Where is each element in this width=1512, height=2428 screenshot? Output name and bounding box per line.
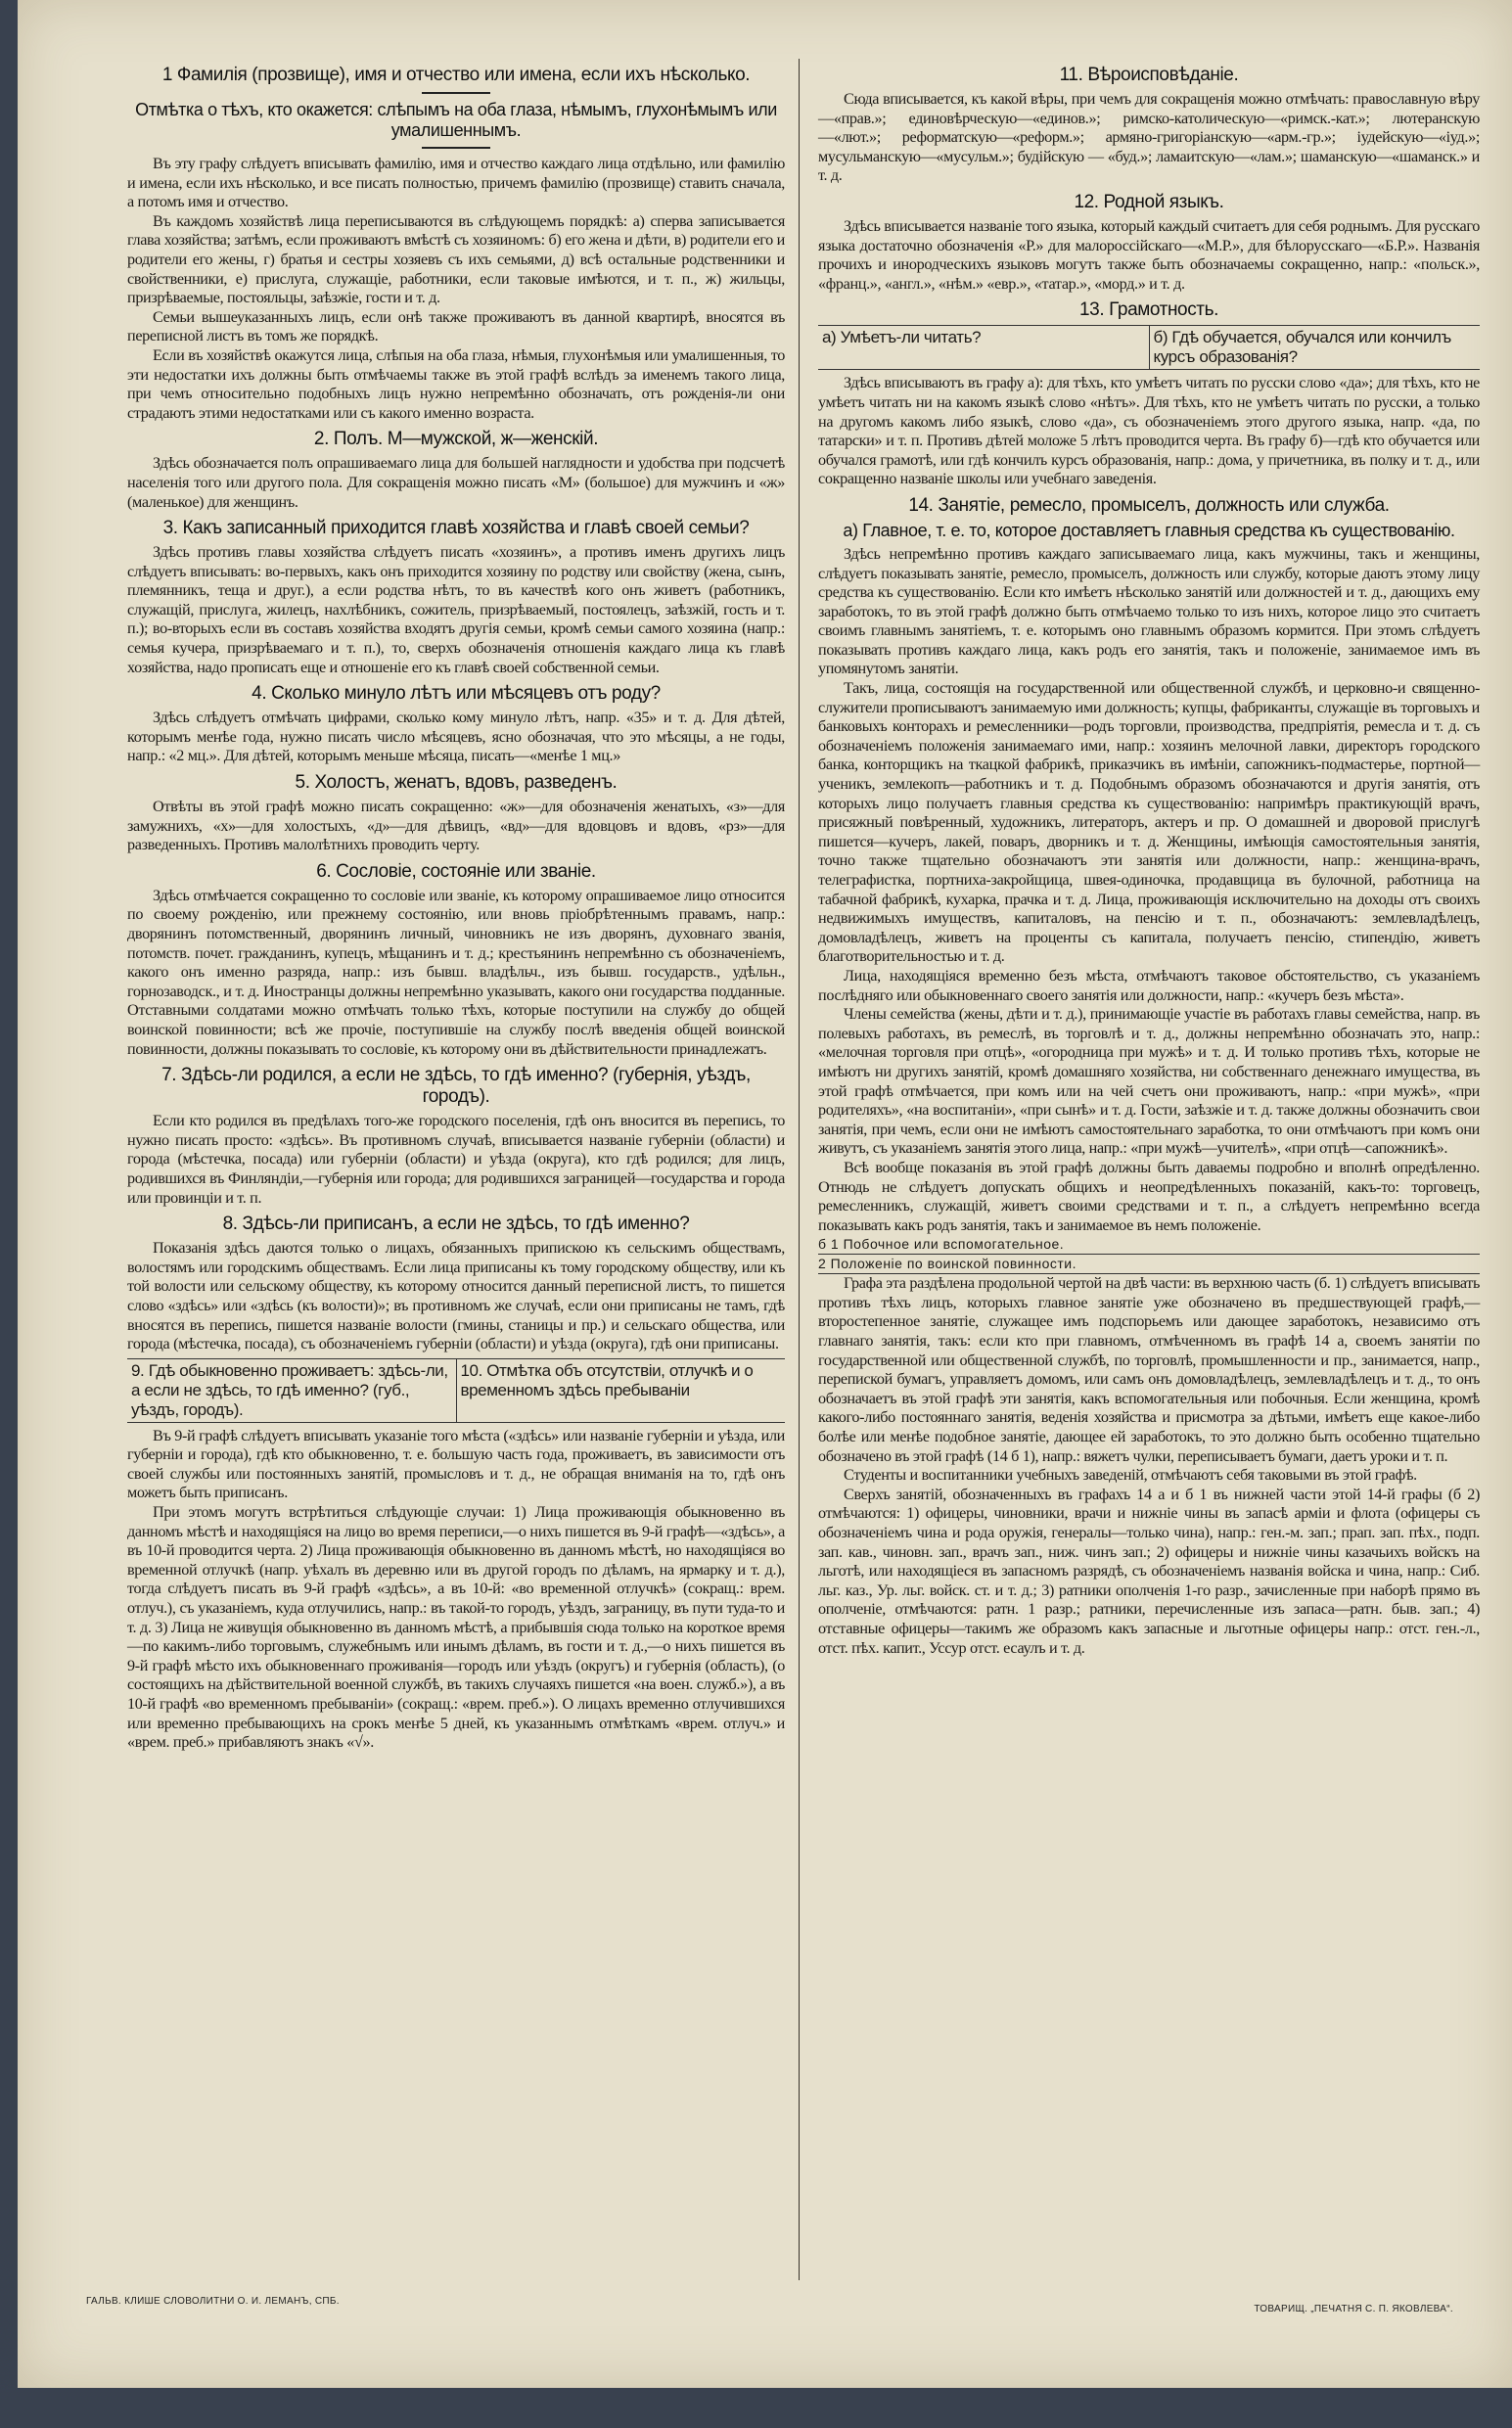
paragraph: Здѣсь вписываютъ въ графу а): для тѣхъ, кто умѣетъ читать по русски слово «да»; для тѣхъ, кто не умѣетъ читать ни на какомъ языкѣ слово «нѣтъ». Для тѣхъ, кто не умѣетъ читать по русски, а только на другомъ какомъ либо языкѣ, слово «да», съ обозначеніемъ этого другого языка, напр. «да, по татарски» и т. п. Противъ дѣтей моложе 5 лѣтъ проводится черта. Въ графу б)—гдѣ кто обучается или обучался грамотѣ, или гдѣ кончилъ курсъ образованія, напр.: дома, у причетника, въ полку и т. д., или сокращенно названіе школы или учебнаго заведенія. bbox=[818, 374, 1480, 488]
section-subheading: Отмѣтка о тѣхъ, кто окажется: слѣпымъ на оба глаза, нѣмымъ, глухонѣмымъ или умалишеннымъ. bbox=[135, 100, 777, 140]
paragraph: Если кто родился въ предѣлахъ того-же городского поселенія, гдѣ онъ вносится въ перепись, то нужно писать просто: «здѣсь». Въ противномъ случаѣ, вписывается названіе губерніи (области) и города (мѣстечка, посада) или губерніи (области) и уѣзда (округа), кто гдѣ родился; для лицъ, родившихся въ Финляндіи,—губернія или города; для родившихся заграницей—государства и города или провинціи и т. п. bbox=[127, 1112, 785, 1207]
left-column bbox=[127, 59, 785, 1753]
section bbox=[127, 518, 785, 677]
paragraph: Въ эту графу слѣдуетъ вписывать фамилію, имя и отчество каждаго лица отдѣльно, или фамилію и имена, если ихъ нѣсколько, и все писать полностью, причемъ фамилію (прозвище) ставить сначала, а потомъ имя и отчество. bbox=[127, 155, 785, 211]
paragraph: Здѣсь слѣдуетъ отмѣчать цифрами, сколько кому минуло лѣтъ, напр. «35» и т. д. Для дѣтей, которымъ менѣе года, нужно писать число мѣсяцевъ, ясно обозначая, что это мѣсяцы, а не годы, напр.: «2 мц.». Для дѣтей, которымъ меньше мѣсяца, писать—«менѣе 1 мц.» bbox=[127, 709, 785, 765]
paragraph: Здѣсь непремѣнно противъ каждаго записываемаго лица, какъ мужчины, такъ и женщины, слѣдуетъ показывать занятіе, ремесло, промыселъ, должность или службу, которые даютъ этому лицу средства къ существованію. Если кто имѣетъ нѣсколько занятій или должностей и т. д., дающихъ ему заработокъ, то въ этой графѣ должно быть отмѣчаемо только то изъ нихъ, которое лицо это считаетъ своимъ главнымъ занятіемъ, т. е. которымъ оно главнымъ образомъ кормится. При этомъ слѣдуетъ показывать противъ каждаго лица, какъ родъ его занятія, такъ и положеніе, занимаемое имъ въ упомянутомъ занятіи. bbox=[818, 544, 1480, 678]
section bbox=[818, 1235, 1480, 1658]
section bbox=[127, 1065, 785, 1208]
split-heading-cell: а) Умѣетъ-ли читать? bbox=[822, 328, 982, 347]
paragraph: Если въ хозяйствѣ окажутся лица, слѣпыя на оба глаза, нѣмыя, глухонѣмыя или умалишенныя, то эти недостатки ихъ должны быть отмѣчаемы также въ этой графѣ вслѣдъ за именемъ такого лица, при чемъ относительно подобныхъ лицъ нужно непремѣнно обозначать, отъ рожденія-ли они страдаютъ этими недостатками или съ какого именно возраста. bbox=[127, 345, 785, 422]
section-heading: 4. Сколько минуло лѣтъ или мѣсяцевъ отъ роду? bbox=[252, 683, 661, 705]
section-heading: 13. Грамотность. bbox=[1078, 299, 1218, 321]
column-note: 2 Положеніе по воинской повинности. bbox=[818, 1255, 1480, 1274]
section bbox=[127, 1214, 785, 1354]
section bbox=[127, 1358, 785, 1753]
section-heading: 12. Родной языкъ. bbox=[1074, 191, 1224, 212]
paragraph: Семьи вышеуказанныхъ лицъ, если онѣ также проживаютъ въ данной квартирѣ, вносятся въ переписной листъ въ томъ же порядкѣ. bbox=[127, 307, 785, 345]
paragraph: Лица, находящіяся временно безъ мѣста, отмѣчаютъ таковое обстоятельство, съ указаніемъ послѣдняго или обыкновеннаго своего занятія или должности, напр.: «кучеръ безъ мѣста». bbox=[818, 966, 1480, 1004]
section bbox=[127, 772, 785, 855]
paragraph: Члены семейства (жены, дѣти и т. д.), принимающіе участіе въ работахъ главы семейства, напр. въ полевыхъ работахъ, въ ремеслѣ, въ торговлѣ и т. д., должны непремѣнно обозначать это, напр.: «мелочная торговля при отцѣ», «огородница при мужѣ» и т. д. И только противъ тѣхъ, которые не имѣютъ ни другихъ занятій, кромѣ домашняго хозяйства, ни собственнаго денежнаго имущества, въ этой графѣ отмѣчается, при комъ или на чей счетъ они проживаютъ, напр.: «при мужѣ», «при родителяхъ», «на воспитаніи», «при сынѣ» и т. д. Гости, заѣзжіе и т. д. также должны обозначить свои занятія, при чемъ, если они не имѣютъ самостоятельнаго заработка, то они отмѣчаютъ при комъ они живутъ, съ указаніемъ занятія этого лица, напр.: «при мужѣ—учителѣ», «при отцѣ—сапожникѣ». bbox=[818, 1005, 1480, 1158]
paragraph: Сверхъ занятій, обозначенныхъ въ графахъ 14 а и б 1 въ нижней части этой 14-й графы (б 2) отмѣчаются: 1) офицеры, чиновники, врачи и нижніе чины въ запасѣ арміи и флота (офицеры съ обозначеніемъ чина и рода оружія, генералы—только чина), напр.: ген.-м. зап.; прап. зап. пѣх., подп. зап. кав., чиновн. зап., врачъ зап., ниж. чинъ зап.; 2) офицеры и нижніе чины казачьихъ войскъ на льготѣ, или находящіеся въ запасномъ разрядѣ, съ обозначеніемъ названія войска и чина, напр.: Сиб. льг. каз., Ур. льг. войск. ст. и т. д.; 3) ратники ополченія 1-го разр., зачисленные при наборѣ прямо въ ополченіе, отмѣчаются: ратн. 1 разр.; ратники, перечисленные изъ запаса—ратн. быв. зап.; 4) отставные офицеры—такимъ же образомъ какъ запасные и льготные офицеры напр.: отст. ген.-л., отст. пѣх. капит., Уссур отст. есаулъ и т. д. bbox=[818, 1485, 1480, 1657]
paragraph: Сюда вписывается, къ какой вѣры, при чемъ для сокращенія можно отмѣчать: православную вѣру—«прав.»; единовѣрческую—«единов.»; римско-католическую—«римск.-кат.»; лютеранскую—«лют.»; реформатскую—«реформ.»; армяно-григоріанскую—«арм.-гр.»; іудейскую—«іуд.»; мусульманскую—«мусульм.»; будійскую — «буд.»; ламаитскую—«лам.»; шаманскую—«шаманск.» и т. д. bbox=[818, 90, 1480, 185]
section-heading: 1 Фамилія (прозвище), имя и отчество или имена, если ихъ нѣсколько. bbox=[161, 65, 751, 85]
section-heading: 7. Здѣсь-ли родился, а если не здѣсь, то гдѣ именно? (губернія, уѣздъ, городъ). bbox=[161, 1065, 751, 1108]
section bbox=[127, 65, 785, 423]
paragraph: Въ 9-й графѣ слѣдуетъ вписывать указаніе того мѣста («здѣсь» или названіе губерніи и уѣзда, или губерніи и города), гдѣ кто обыкновенно, т. е. большую часть года, проживаетъ, въ зависимости отъ своей службы или постоянныхъ занятій, промысловъ и т. д., не обращая вниманія на то, гдѣ онъ можетъ быть приписанъ. bbox=[127, 1426, 785, 1502]
split-heading-cell: 9. Гдѣ обыкновенно проживаетъ: здѣсь-ли, а если не здѣсь, то гдѣ именно? (губ., уѣздъ, городъ). bbox=[131, 1360, 448, 1419]
column-divider bbox=[799, 59, 800, 2280]
paragraph: Отвѣты въ этой графѣ можно писать сокращенно: «ж»—для обозначенія женатыхъ, «з»—для замужнихъ, «х»—для холостыхъ, «д»—для дѣвицъ, «вд»—для вдовцовъ и вдовъ, «рз»—для разведенныхъ. Противъ малолѣтнихъ проводить черту. bbox=[127, 798, 785, 854]
section bbox=[818, 192, 1480, 294]
paragraph: Всѣ вообще показанія въ этой графѣ должны быть даваемы подробно и вполнѣ опредѣленно. Отнюдь не слѣдуетъ допускать общихъ и неопредѣленныхъ показаній, какъ-то: торговецъ, ремесленникъ, служащій, живетъ своими средствами и т. п., а слѣдуетъ непремѣнно всегда показывать какъ родъ занятія, такъ и занимаемое въ немъ положеніе. bbox=[818, 1158, 1480, 1234]
footer-printer: ТОВАРИЩ. „ПЕЧАТНЯ С. П. ЯКОВЛЕВА“. bbox=[1254, 2304, 1453, 2314]
paragraph: Здѣсь отмѣчается сокращенно то сословіе или званіе, къ которому опрашиваемое лицо относится по своему рожденію, или прежнему состоянію, или вновь пріобрѣтеннымъ правамъ, напр.: дворянинъ потомственный, дворянинъ личный, чиновникъ не изъ дворянъ, духовнаго званія, потомств. почет. гражданинъ, купецъ, мѣщанинъ и т. д.; крестьянинъ непремѣнно съ обозначеніемъ, какого онъ именно разряда, напр.: изъ бывш. владѣльч., изъ бывш. государств., удѣльн., горнозаводск., и т. д. Иностранцы должны непремѣнно указывать, какого они государства подданные. Отставными солдатами можно отмѣчать только тѣхъ, которые поступили на службу до общей воинской повинности; всѣ же прочіе, поступившіе на службу послѣ введенія общей воинской повинности, должны показывать то сословіе, къ которому они въ дѣйствительности принадлежатъ. bbox=[127, 886, 785, 1058]
section-heading: 14. Занятіе, ремесло, промыселъ, должность или служба. bbox=[908, 494, 1390, 516]
paragraph: Показанія здѣсь даются только о лицахъ, обязанныхъ припискою къ сельскимъ обществамъ, волостямъ или городскимъ обществамъ. Если лица приписаны къ тому городскому обществу, или къ той волости или сельскому обществу, къ которому относится данный переписной листъ, то пишется слово «здѣсь» или «здѣсь (къ волости)»; въ противномъ же случаѣ, если они приписаны не тамъ, гдѣ вносятся въ перепись, пишется названіе волости (гмины, станицы и пр.) и сельскаго общества, или города (мѣстечка, посада), съ обозначеніемъ губерніи (области) и уѣзда (округа), гдѣ они приписаны. bbox=[127, 1239, 785, 1353]
section-subheading: а) Главное, т. е. то, которое доставляетъ главныя средства къ существованію. bbox=[843, 520, 1455, 540]
section-heading: 11. Вѣроисповѣданіе. bbox=[1059, 65, 1239, 85]
split-heading bbox=[818, 325, 1480, 370]
paragraph: Здѣсь противъ главы хозяйства слѣдуетъ писать «хозяинъ», а противъ именъ другихъ лицъ слѣдуетъ вписывать: во-первыхъ, какъ онъ приходится хозяину по родству или свойству (жена, сынъ, племянникъ, теща и друг.), а если родства нѣтъ, то въ качествѣ кого онъ живетъ (работникъ, служащій, прислуга, жилецъ, нахлѣбникъ, сожитель, призрѣваемый, постоялецъ, заѣзжій, гость и т. п.); во-вторыхъ если въ составъ хозяйства входятъ другія семьи, кромѣ семьи самого хозяина (напр.: семья кучера, призрѣваемаго и т. п.), то, сверхъ обозначенія отношенія каждаго лица къ главѣ хозяйства, надо прописать еще и отношеніе его къ главѣ своей собственной семьи. bbox=[127, 543, 785, 676]
paragraph: При этомъ могутъ встрѣтиться слѣдующіе случаи: 1) Лица проживающія обыкновенно въ данномъ мѣстѣ и находящіяся на лицо во время переписи,—о нихъ пишется въ 9-й графѣ—«здѣсь», а въ 10-й проводится черта. 2) Лица проживающія обыкновенно въ данномъ мѣстѣ, но находящіяся во временной отлучкѣ (напр. уѣхалъ въ деревню или въ другой городъ по дѣламъ, на ярмарку и т. д.), тогда слѣдуетъ писать въ 9-й графѣ «здѣсь», а въ 10-й: «во временной отлучкѣ» (сокращ.: врем. отлуч.), съ указаніемъ, куда отлучились, напр.: въ такой-то городъ, уѣздъ, заграницу, въ пути туда-то и т. д. 3) Лица не живущія обыкновенно въ данномъ мѣстѣ, а прибывшія сюда только на короткое время—по какимъ-либо торговымъ, служебнымъ или инымъ дѣламъ, въ гости и т. д.,—о нихъ пишется въ 9-й графѣ мѣсто ихъ обыкновеннаго проживанія—городъ или уѣздъ (округъ) и губернія (область), (о состоящихъ на дѣйствительной военной службѣ, въ такихъ случаяхъ пишется «на воен. служб.»), а въ 10-й графѣ «во временномъ пребываніи» (сокращ.: «врем. преб.»). О лицахъ временно отлучившихся или временно пребывающихъ на срокъ менѣе 5 дней, къ указаннымъ отмѣткамъ «врем. отлуч.» и «врем. преб.» прибавляютъ знакъ «√». bbox=[127, 1503, 785, 1752]
section bbox=[127, 861, 785, 1059]
section bbox=[818, 495, 1480, 1235]
paragraph: Такъ, лица, состоящія на государственной или общественной службѣ, и церковно-и священно-служители прописываютъ занимаемую ими должность; купцы, фабриканты, служащіе въ торговыхъ и банковыхъ конторахъ и ремесленники—родъ торговли, производства, предпріятія, ремесла и т. д. съ обозначеніемъ положенія занимаемаго ими, напр.: хозяинъ мелочной лавки, директоръ городского банка, конторщикъ на ткацкой фабрикѣ, приказчикъ въ имѣніи, сапожникъ-подмастерье, портной—ученикъ, землекопъ—работникъ и т. д. Подобнымъ образомъ обозначаются и другія занятія, отъ которыхъ лицо получаетъ главныя средства къ существованію: напримѣръ практикующій врачъ, присяжный повѣренный, художникъ, литераторъ, актеръ и пр. О домашней и дворовой прислугѣ пишется—кучеръ, лакей, поваръ, дворникъ и т. д. Женщины, имѣющія самостоятельныя занятія, точно также тщательно обозначаютъ эти занятія или должности, напр.: женщина-врачъ, телеграфистка, портниха-закройщица, швея-одиночка, продавщица въ булочной, работница на табачной фабрикѣ, кухарка, прачка и т. д. Лица, проживающія исключительно на доходы отъ своихъ недвижимыхъ имуществъ, капиталовъ, на пенсію и т. п., обозначаютъ: землевладѣлецъ, домовладѣлецъ, живетъ на проценты съ капитала, получаетъ пенсію, стипендію, живетъ благотворительностью и т. д. bbox=[818, 679, 1480, 966]
paragraph: Здѣсь вписывается названіе того языка, который каждый считаетъ для себя роднымъ. Для русскаго языка достаточно обозначенія «Р.» для малороссійскаго—«М.Р.», для бѣлорусскаго—«Б.Р.». Названія прочихъ и инородческихъ языковъ могутъ также быть обозначаемы сокращенно, напр.: «польск.», «франц.», «англ.», «нѣм.» «евр.», «татар.», «морд.» и т. д. bbox=[818, 216, 1480, 293]
section-heading: 2. Полъ. М—мужской, ж—женскій. bbox=[313, 429, 599, 450]
section-heading: 8. Здѣсь-ли приписанъ, а если не здѣсь, то гдѣ именно? bbox=[222, 1214, 690, 1235]
column-note: б 1 Побочное или вспомогательное. bbox=[818, 1235, 1480, 1255]
split-heading-cell: 10. Отмѣтка объ отсутствіи, отлучкѣ и о временномъ здѣсь пребываніи bbox=[456, 1359, 786, 1422]
heading-rule bbox=[422, 92, 490, 94]
section-heading: 3. Какъ записанный приходится главѣ хозяйства и главѣ своей семьи? bbox=[162, 518, 750, 539]
section-heading: 5. Холостъ, женатъ, вдовъ, разведенъ. bbox=[295, 772, 618, 794]
section bbox=[818, 299, 1480, 489]
paragraph: Въ каждомъ хозяйствѣ лица переписываются въ слѣдующемъ порядкѣ: а) сперва записывается глава хозяйства; затѣмъ, если проживаютъ вмѣстѣ съ хозяиномъ: б) его жена и дѣти, в) родители его и родители его жены, г) братья и сестры хозяевъ съ ихъ семьями, д) всѣ остальные родственники и свойственники, е) прислуга, служащіе, работники, если таковые имѣются, и т. п., ж) жильцы, призрѣваемые, постояльцы, заѣзжіе, гости и т. д. bbox=[127, 211, 785, 307]
document-page bbox=[18, 0, 1512, 2388]
right-column bbox=[818, 59, 1480, 1658]
paragraph: Здѣсь обозначается полъ опрашиваемаго лица для большей наглядности и удобства при подсчетѣ населенія того или другого пола. Для сокращенія можно писать «М» (большое) для мужчинъ и «ж» (маленькое) для женщинъ. bbox=[127, 454, 785, 511]
heading-rule bbox=[422, 147, 490, 149]
footer-engraver: ГАЛЬВ. КЛИШЕ СЛОВОЛИТНИ О. И. ЛЕМАНЪ, СПБ. bbox=[86, 2296, 340, 2307]
paragraph: Графа эта раздѣлена продольной чертой на двѣ части: въ верхнюю часть (б. 1) слѣдуетъ вписывать противъ тѣхъ лицъ, которыхъ главное занятіе уже обозначено въ предшествующей графѣ,—второстепенное занятіе, служащее имъ подспорьемъ или дающее заработокъ, независимо отъ главнаго занятія, такъ: если кто при главномъ, отмѣченномъ въ графѣ 14 а, своемъ занятіи по государственной или общественной службѣ, по торговлѣ, промышленности и пр., занимается, напр., перепиской бумагъ, управляетъ домомъ, или самъ онъ домовладѣлецъ, землевладѣлецъ и т. д., то онъ обозначаетъ въ этой графѣ эти занятія, какъ вспомогательныя или побочныя. Если женщина, кромѣ какого-либо постояннаго занятія, веденія хозяйства и присмотра за дѣтьми, имѣетъ еще какое-либо болѣе или менѣе подобное занятіе, дающее ей заработокъ, то это должно быть особенно тщательно обозначено въ этой графѣ (14 б 1), напр.: вяжетъ чулки, переписываетъ бумаги, даетъ уроки и т. п. bbox=[818, 1274, 1480, 1465]
section bbox=[818, 65, 1480, 186]
split-heading bbox=[127, 1358, 785, 1423]
section bbox=[127, 683, 785, 766]
section bbox=[127, 429, 785, 512]
paragraph: Студенты и воспитанники учебныхъ заведеній, отмѣчаютъ себя таковыми въ этой графѣ. bbox=[844, 1466, 1417, 1485]
section-heading: 6. Сословіе, состояніе или званіе. bbox=[316, 860, 596, 882]
split-heading-cell: б) Гдѣ обучается, обучался или кончилъ курсъ образованія? bbox=[1149, 326, 1481, 369]
